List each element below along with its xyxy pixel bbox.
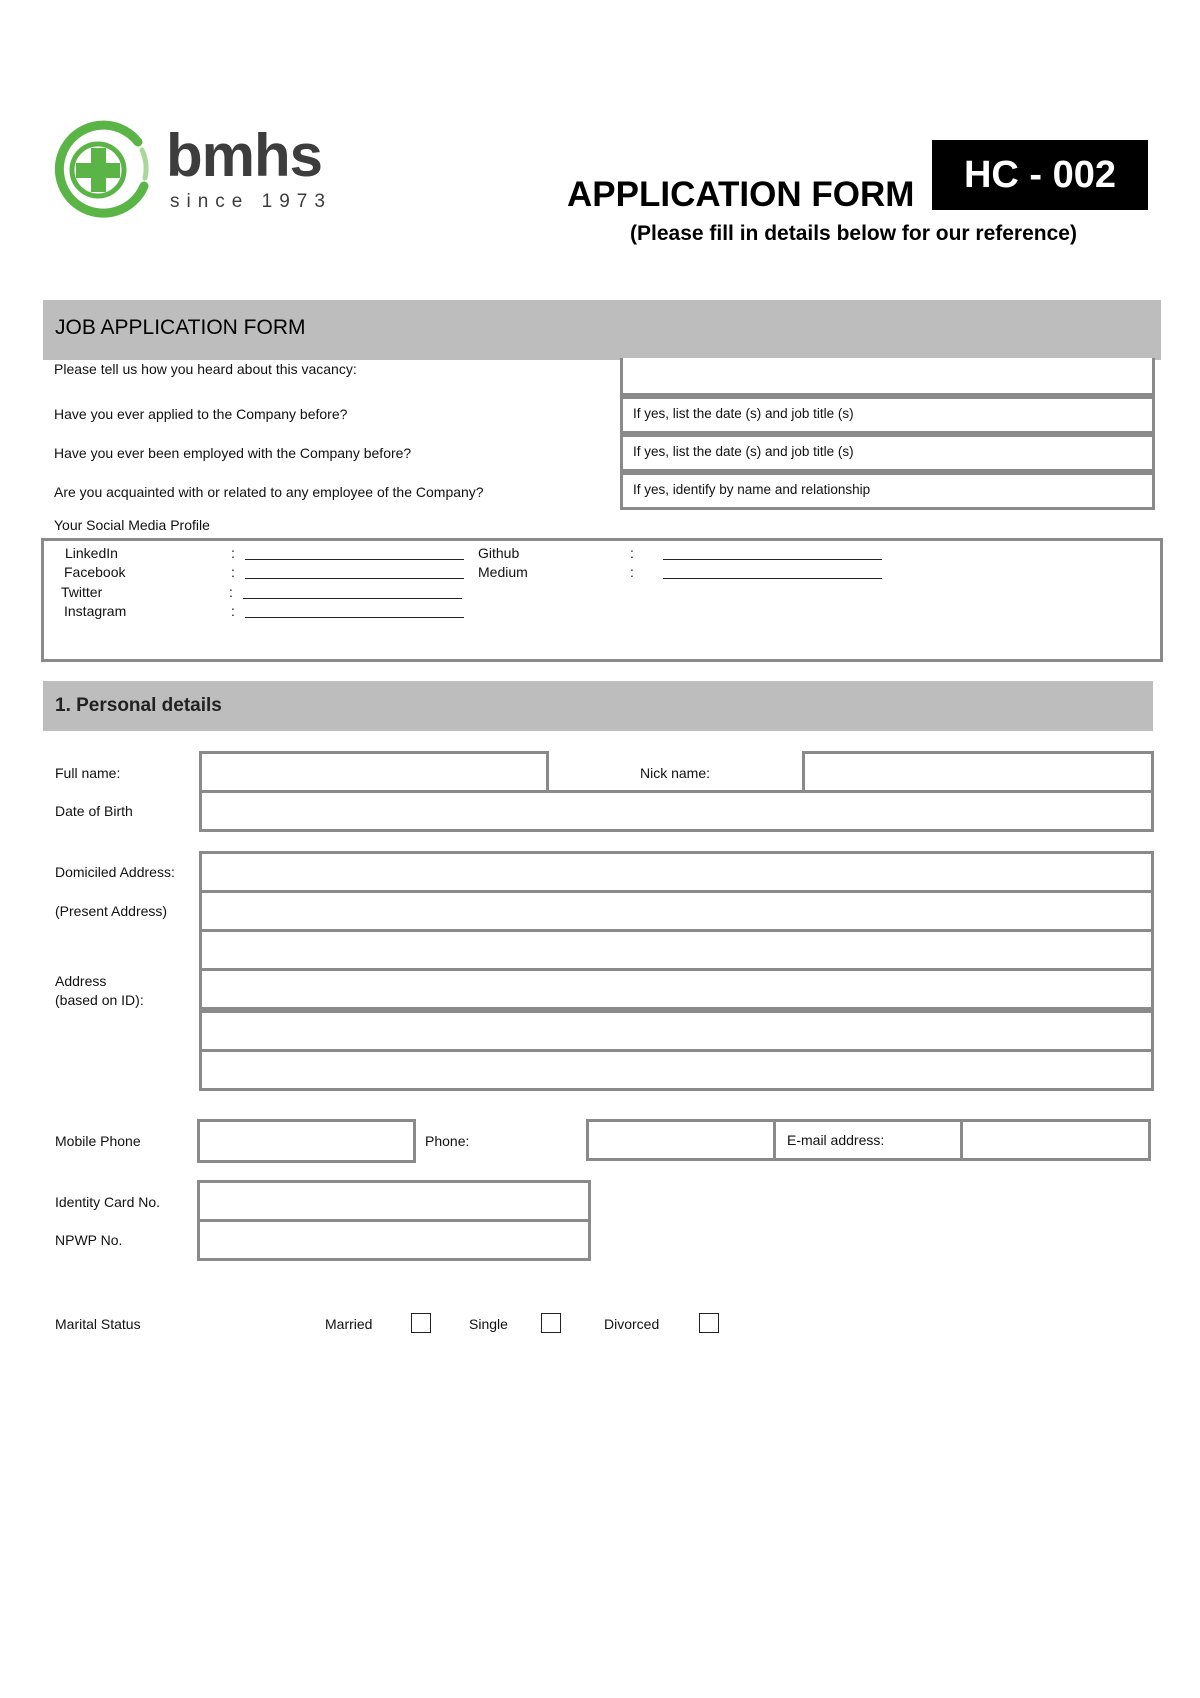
mobile-phone-label: Mobile Phone bbox=[55, 1133, 141, 1149]
instagram-input-line[interactable] bbox=[245, 617, 464, 618]
divorced-label: Divorced bbox=[604, 1316, 660, 1332]
id-address-line-2[interactable] bbox=[199, 1010, 1154, 1052]
github-input-line[interactable] bbox=[663, 559, 882, 560]
npwp-field[interactable] bbox=[197, 1219, 591, 1261]
form-title: APPLICATION FORM bbox=[567, 175, 915, 214]
logo bbox=[52, 120, 332, 230]
married-checkbox[interactable] bbox=[411, 1313, 431, 1333]
personal-section-header bbox=[43, 681, 1153, 731]
colon: : bbox=[231, 603, 235, 619]
id-address-label: Address bbox=[55, 973, 107, 989]
divorced-checkbox[interactable] bbox=[699, 1313, 719, 1333]
employed-before-field[interactable] bbox=[620, 434, 1155, 472]
employed-before-hint: If yes, list the date (s) and job title (s) bbox=[633, 444, 854, 459]
identity-card-field[interactable] bbox=[197, 1180, 591, 1222]
job-section-header bbox=[43, 300, 1161, 360]
single-checkbox[interactable] bbox=[541, 1313, 561, 1333]
instagram-label: Instagram bbox=[64, 603, 127, 619]
id-address-line-3[interactable] bbox=[199, 1049, 1154, 1091]
present-address-label: (Present Address) bbox=[55, 903, 168, 919]
medium-label: Medium bbox=[478, 564, 528, 580]
acquainted-hint: If yes, identify by name and relationship bbox=[633, 482, 871, 497]
applied-before-question: Have you ever applied to the Company before? bbox=[54, 406, 348, 422]
nick-name-field[interactable] bbox=[802, 751, 1154, 793]
domiciled-address-line-2[interactable] bbox=[199, 890, 1154, 932]
colon: : bbox=[630, 545, 634, 561]
email-label: E-mail address: bbox=[787, 1132, 885, 1148]
colon: : bbox=[229, 584, 233, 600]
colon: : bbox=[630, 564, 634, 580]
colon: : bbox=[231, 564, 235, 580]
npwp-label: NPWP No. bbox=[55, 1232, 123, 1248]
facebook-input-line[interactable] bbox=[245, 578, 464, 579]
social-media-title: Your Social Media Profile bbox=[54, 517, 210, 533]
married-label: Married bbox=[325, 1316, 373, 1332]
single-label: Single bbox=[469, 1316, 508, 1332]
job-section-title: JOB APPLICATION FORM bbox=[55, 316, 306, 339]
linkedin-label: LinkedIn bbox=[65, 545, 118, 561]
linkedin-input-line[interactable] bbox=[245, 559, 464, 560]
domiciled-address-label: Domiciled Address: bbox=[55, 864, 175, 880]
id-address-line-1[interactable] bbox=[199, 968, 1154, 1010]
colon: : bbox=[231, 545, 235, 561]
logo-tagline: since 1973 bbox=[170, 191, 332, 212]
email-field[interactable] bbox=[960, 1119, 1151, 1161]
phone-label: Phone: bbox=[425, 1133, 470, 1149]
acquainted-field[interactable] bbox=[620, 472, 1155, 510]
applied-before-field[interactable] bbox=[620, 396, 1155, 434]
form-code-badge bbox=[932, 140, 1148, 210]
nick-name-label: Nick name: bbox=[640, 765, 711, 781]
vacancy-question: Please tell us how you heard about this vacancy: bbox=[54, 361, 357, 377]
email-label-cell bbox=[773, 1119, 963, 1161]
personal-section-title: 1. Personal details bbox=[55, 695, 222, 716]
twitter-label: Twitter bbox=[61, 584, 103, 600]
form-subtitle: (Please fill in details below for our reference) bbox=[630, 222, 1077, 245]
marital-status-label: Marital Status bbox=[55, 1316, 141, 1332]
dob-label: Date of Birth bbox=[55, 803, 133, 819]
mobile-phone-field[interactable] bbox=[197, 1119, 416, 1163]
vacancy-answer-field[interactable] bbox=[620, 358, 1155, 396]
github-label: Github bbox=[478, 545, 520, 561]
identity-card-label: Identity Card No. bbox=[55, 1194, 161, 1210]
domiciled-address-line-1[interactable] bbox=[199, 851, 1154, 893]
facebook-label: Facebook bbox=[64, 564, 126, 580]
medium-input-line[interactable] bbox=[663, 578, 882, 579]
phone-field[interactable] bbox=[586, 1119, 776, 1161]
id-address-sublabel: (based on ID): bbox=[55, 992, 144, 1008]
applied-before-hint: If yes, list the date (s) and job title (s) bbox=[633, 406, 854, 421]
logo-name: bmhs bbox=[166, 122, 323, 189]
acquainted-question: Are you acquainted with or related to any employee of the Company? bbox=[54, 484, 484, 500]
full-name-label: Full name: bbox=[55, 765, 121, 781]
twitter-input-line[interactable] bbox=[243, 598, 462, 599]
employed-before-question: Have you ever been employed with the Company before? bbox=[54, 445, 412, 461]
social-media-box bbox=[41, 538, 1163, 662]
full-name-field[interactable] bbox=[199, 751, 549, 793]
medical-cross-logo-icon bbox=[52, 120, 152, 226]
form-code: HC - 002 bbox=[963, 154, 1117, 196]
domiciled-address-line-3[interactable] bbox=[199, 929, 1154, 971]
dob-field[interactable] bbox=[199, 790, 1154, 832]
